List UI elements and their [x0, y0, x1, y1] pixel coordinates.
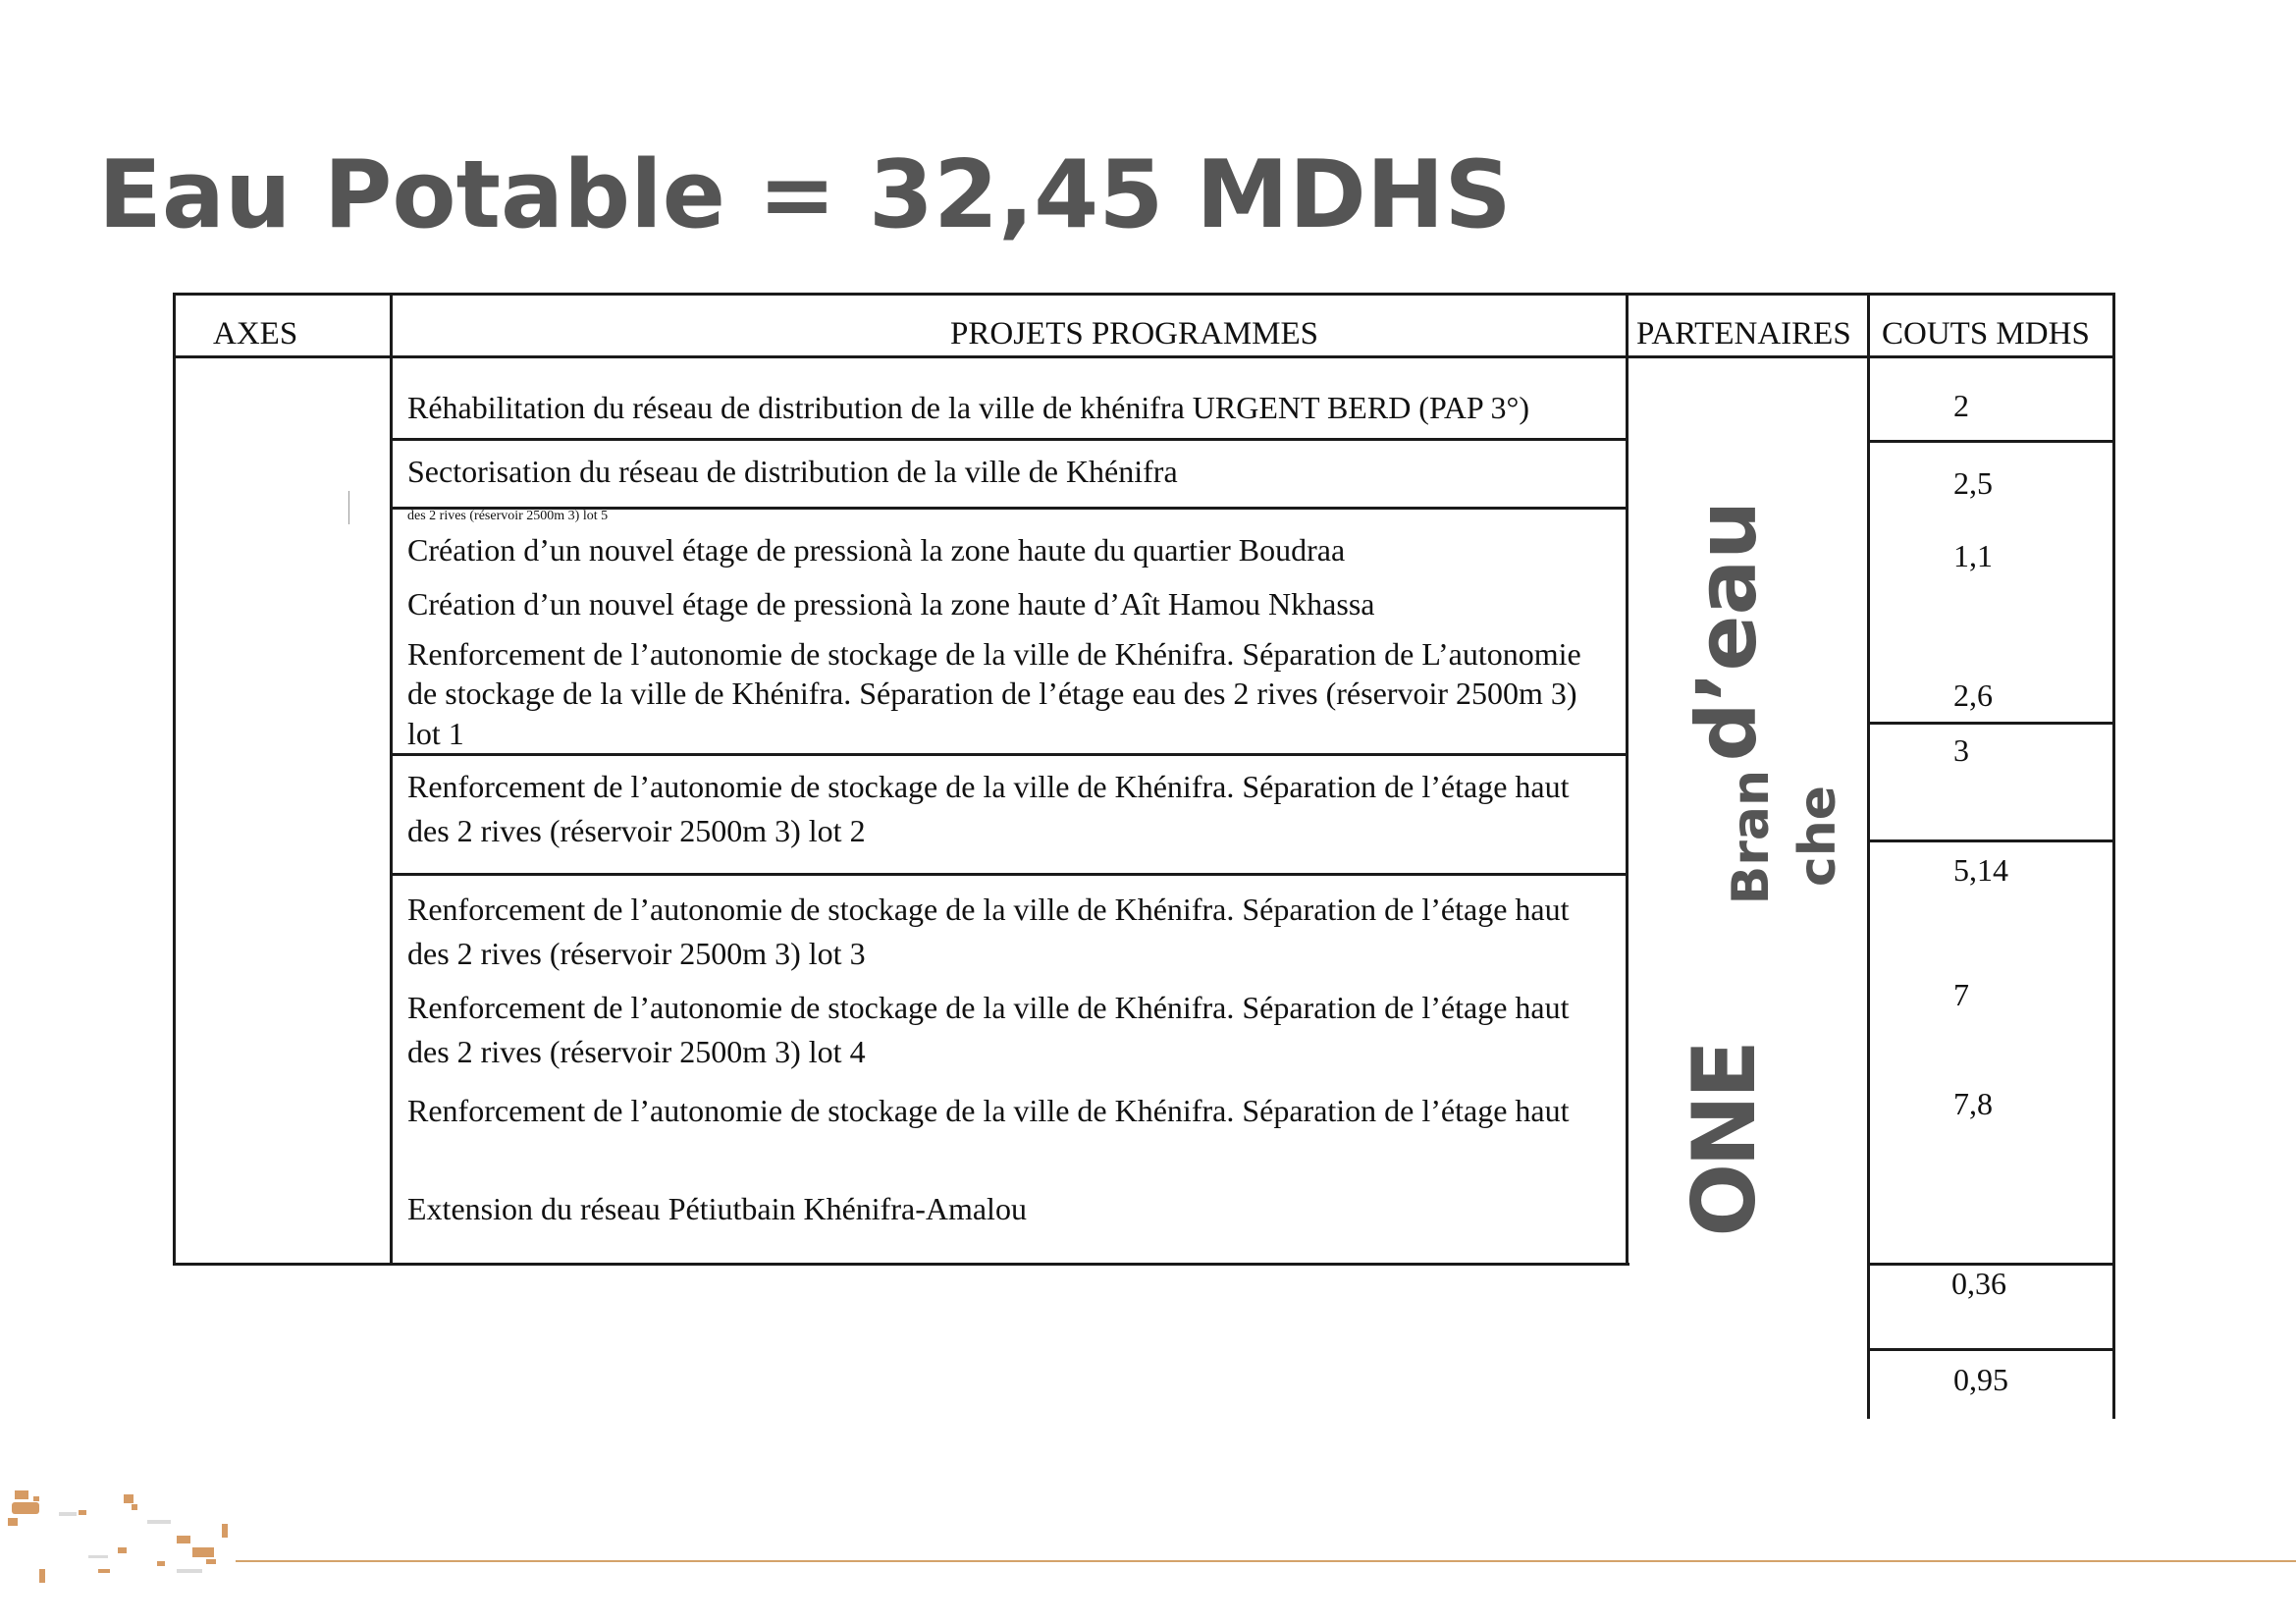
column-divider [1867, 293, 1870, 1419]
project-line: de stockage de la ville de Khénifra. Séparation de l’étage eau des 2 rives (réservoir 2500m 3) [407, 676, 1577, 711]
cost-value: 2,5 [1953, 465, 1993, 501]
project-line: Renforcement de l’autonomie de stockage de la ville de Khénifra. Séparation de l’étage haut [407, 1093, 1570, 1128]
project-line: Renforcement de l’autonomie de stockage de la ville de Khénifra. Séparation de l’étage haut [407, 892, 1570, 927]
cost-value: 7,8 [1953, 1086, 1993, 1121]
project-line: Sectorisation du réseau de distribution de la ville de Khénifra [407, 454, 1178, 489]
project-line: Réhabilitation du réseau de distribution de la ville de khénifra URGENT BERD (PAP 3°) [407, 390, 1529, 425]
cost-value: 0,36 [1951, 1266, 2006, 1301]
column-divider [1626, 293, 1629, 1266]
project-line: Renforcement de l’autonomie de stockage de la ville de Khénifra. Séparation de L’autonomie [407, 636, 1581, 672]
cost-divider [1868, 839, 2115, 842]
partner-bran: Bran [1722, 770, 1781, 905]
corner-logo [0, 1453, 245, 1620]
row-divider [392, 873, 1628, 876]
table-top-border [173, 293, 2115, 296]
cost-value: 0,95 [1953, 1362, 2008, 1397]
header-projets: PROJETS PROGRAMMES [950, 316, 1319, 352]
project-line: des 2 rives (réservoir 2500m 3) lot 2 [407, 813, 866, 848]
project-line: Création d’un nouvel étage de pressionà la zone haute du quartier Boudraa [407, 532, 1346, 568]
header-partenaires: PARTENAIRES [1636, 316, 1851, 352]
partner-one: ONE [1674, 1044, 1775, 1237]
tiny-note: des 2 rives (réservoir 2500m 3) lot 5 [407, 509, 609, 523]
cost-value: 3 [1953, 732, 1969, 768]
project-line: Renforcement de l’autonomie de stockage de la ville de Khénifra. Séparation de l’étage haut [407, 990, 1570, 1025]
column-divider [390, 293, 393, 1266]
cost-divider [1868, 722, 2115, 725]
axes-mark [348, 491, 349, 524]
partner-deau: d’eau [1679, 501, 1775, 762]
project-line: Renforcement de l’autonomie de stockage de la ville de Khénifra. Séparation de l’étage haut [407, 769, 1570, 804]
footer-divider [236, 1560, 2296, 1562]
header-axes: AXES [213, 316, 298, 352]
cost-divider [1868, 1348, 2115, 1351]
project-line: des 2 rives (réservoir 2500m 3) lot 3 [407, 936, 866, 971]
project-line: Extension du réseau Pétiutbain Khénifra-Amalou [407, 1191, 1027, 1226]
cost-value: 7 [1953, 977, 1969, 1012]
row-divider [392, 753, 1628, 756]
table-left-border [173, 293, 176, 1266]
cost-value: 2 [1953, 388, 1969, 423]
cost-value: 5,14 [1953, 852, 2008, 888]
project-line: des 2 rives (réservoir 2500m 3) lot 4 [407, 1034, 866, 1069]
table-right-border [2112, 293, 2115, 1419]
row-divider [392, 438, 1628, 441]
header-bottom-border [173, 355, 2115, 358]
header-couts: COUTS MDHS [1882, 316, 2090, 352]
cost-value: 1,1 [1953, 538, 1993, 573]
cost-value: 2,6 [1953, 677, 1993, 713]
project-line: lot 1 [407, 716, 464, 751]
partner-che: che [1789, 785, 1847, 888]
project-line: Création d’un nouvel étage de pressionà la zone haute d’Aît Hamou Nkhassa [407, 586, 1375, 622]
cost-divider [1868, 440, 2115, 443]
page-title: Eau Potable = 32,45 MDHS [98, 141, 1512, 249]
